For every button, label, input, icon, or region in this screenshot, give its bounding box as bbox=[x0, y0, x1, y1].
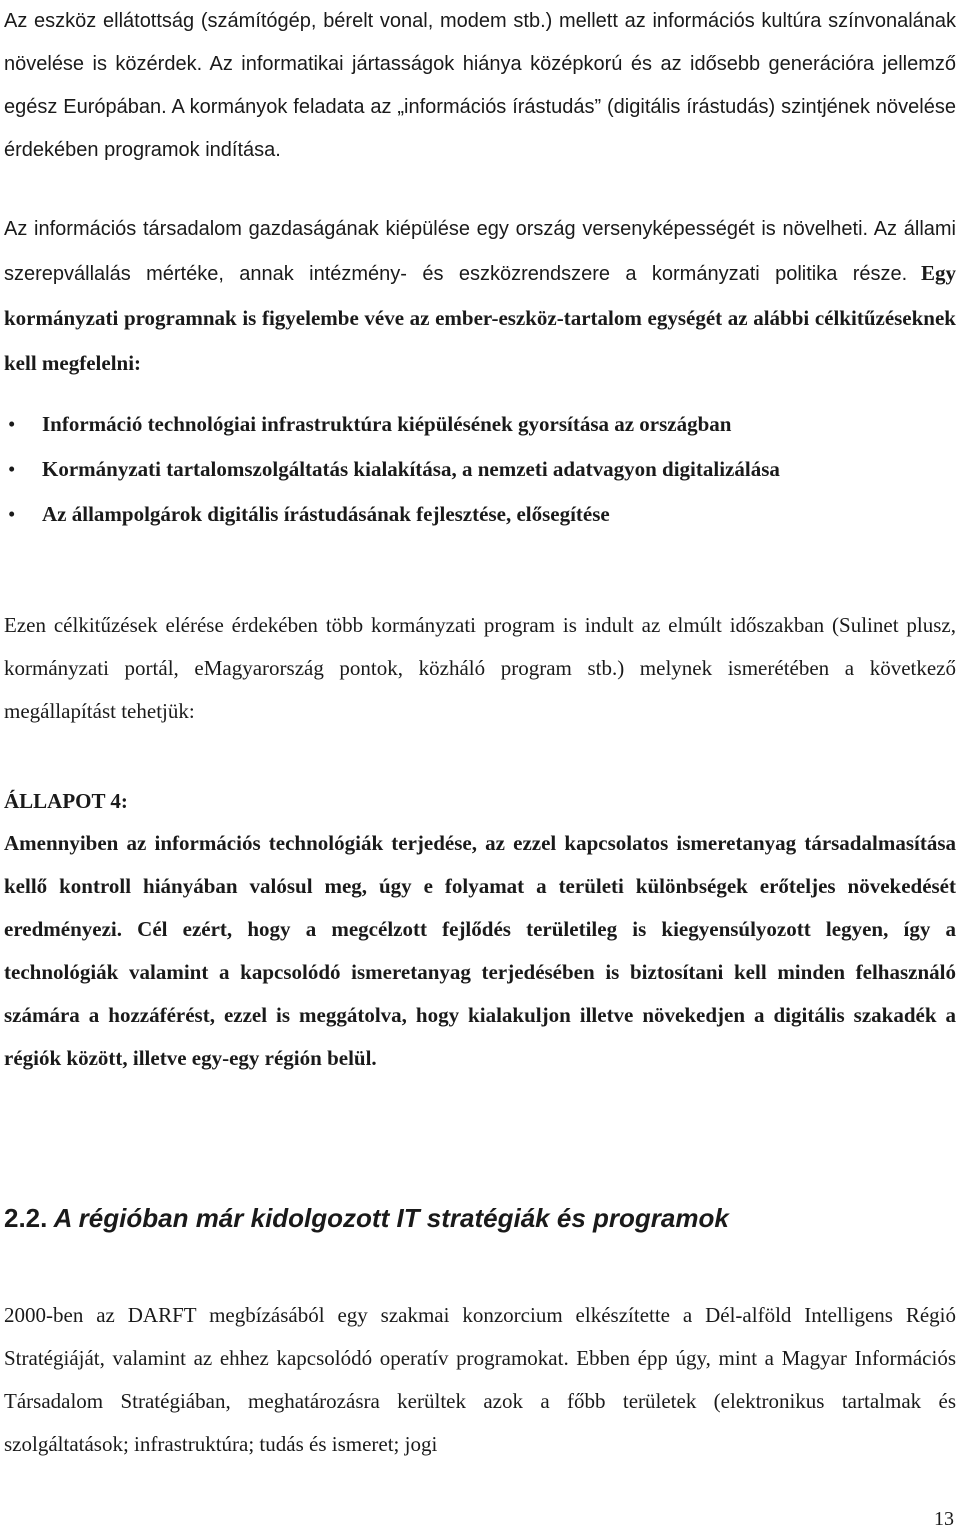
goal-text: Információ technológiai infrastruktúra kiépülésének gyorsítása az országban bbox=[42, 412, 732, 436]
paragraph-economy-lead: Az információs társadalom gazdaságának kiépülése egy ország versenyképességét is növelheti. Az állami szerepvállalás mértéke, annak intézmény- és eszközrendszere a kormányzati politika része. bbox=[4, 218, 956, 285]
section-title: A régióban már kidolgozott IT stratégiák és programok bbox=[53, 1203, 729, 1233]
page-number: 13 bbox=[934, 1508, 954, 1530]
paragraph-darft: 2000-ben az DARFT megbízásából egy szakmai konzorcium elkészítette a Dél-alföld Intelligens Régió Stratégiáját, valamint az ehhez kapcsolódó operatív programokat. Ebben épp úgy, mint a Magyar Információs Társadalom Stratégiában, meghatározásra kerültek azok a főbb területek (elektronikus tartalmak és szolgáltatások; infrastruktúra; tudás és ismeret; jogi bbox=[4, 1303, 956, 1456]
goal-text: Kormányzati tartalomszolgáltatás kialakítása, a nemzeti adatvagyon digitalizálása bbox=[42, 457, 780, 481]
section-number: 2.2. bbox=[4, 1203, 48, 1233]
state-title: ÁLLAPOT 4: bbox=[4, 789, 128, 813]
section-heading bbox=[4, 1194, 729, 1242]
paragraph-economy-bold: Egy kormányzati programnak is figyelembe véve az ember-eszköz-tartalom egységét az alábbi célkitűzéseknek kell megfelelni: bbox=[4, 261, 957, 375]
list-item bbox=[4, 447, 956, 492]
list-item bbox=[4, 492, 956, 537]
list-item bbox=[4, 402, 956, 447]
paragraph-intro: Az eszköz ellátottság (számítógép, bérelt vonal, modem stb.) mellett az információs kultúra színvonalának növelése is közérdek. Az informatikai jártasságok hiánya középkorú és az idősebb generációra jellemző egész Európában. A kormányok feladata az „információs írástudás” (digitális írástudás) szintjének növelése érdekében programok indítása. bbox=[4, 10, 956, 161]
bullet-icon: • bbox=[8, 457, 16, 481]
paragraph-economy bbox=[4, 208, 956, 387]
paragraph-state-body: Amennyiben az információs technológiák terjedése, az ezzel kapcsolatos ismeretanyag társadalmasítása kellő kontroll hiányában valósul meg, úgy e folyamat a területi különbségek erőteljes növekedését eredményezi. Cél ezért, hogy a megcélzott fejlődés területileg is kiegyensúlyozott legyen, így a technológiák valamint a kapcsolódó ismeretanyag terjedésében is biztosítani kell minden felhasználó számára a hozzáférést, ezzel is meggátolva, hogy kialakuljon illetve növekedjen a digitális szakadék a régiók között, illetve egy-egy régión belül. bbox=[4, 831, 956, 1070]
goals-list bbox=[4, 402, 956, 537]
paragraph-programs: Ezen célkitűzések elérése érdekében több kormányzati program is indult az elmúlt időszakban (Sulinet plusz, kormányzati portál, eMagyarország pontok, közháló program stb.) melynek ismerétében a következő megállapítást tehetjük: bbox=[4, 613, 956, 723]
bullet-icon: • bbox=[8, 412, 16, 436]
bullet-icon: • bbox=[8, 502, 16, 526]
goal-text: Az állampolgárok digitális írástudásának fejlesztése, elősegítése bbox=[42, 502, 610, 526]
